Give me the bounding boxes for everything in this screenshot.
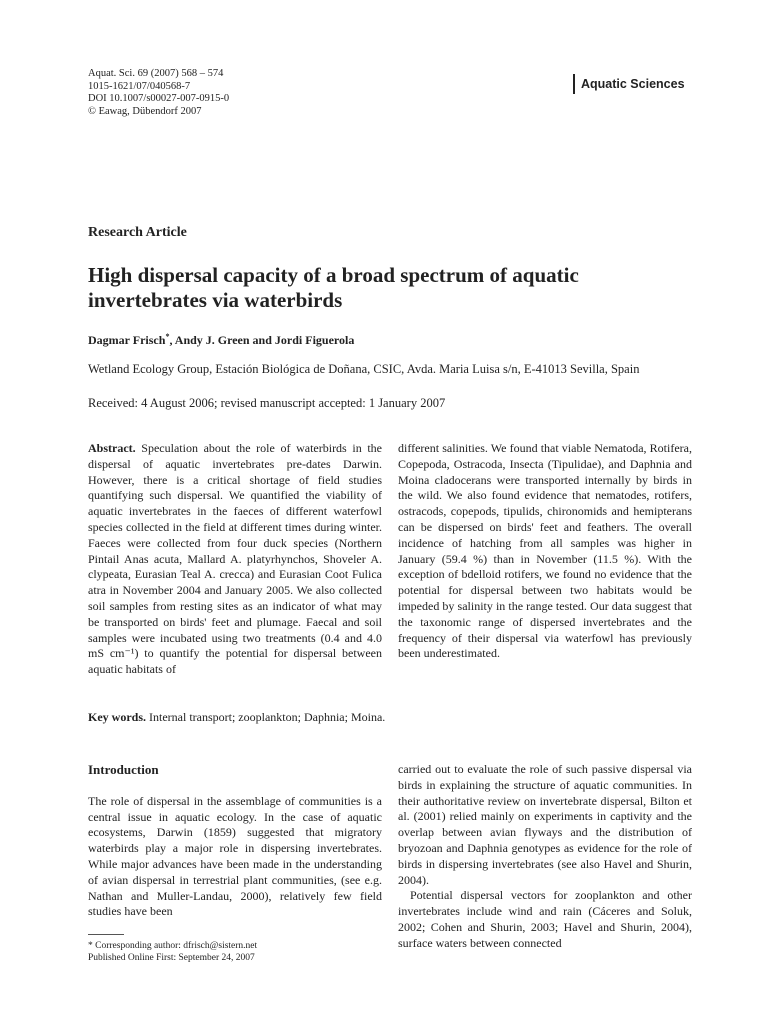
- keywords-text: Internal transport; zooplankton; Daphnia; Moina.: [146, 710, 386, 724]
- meta-line: 1015-1621/07/040568-7: [88, 80, 191, 92]
- article-type: Research Article: [88, 225, 187, 240]
- abstract-left-column: [88, 441, 382, 678]
- abstract-right-column: [398, 441, 692, 662]
- author-first: Dagmar Frisch: [88, 333, 166, 347]
- intro-paragraph: The role of dispersal in the assemblage of communities is a central issue in aquatic ecology. In the case of aquatic ecosystems, Darwin (1859) suggested that migratory waterbirds play a major role in dispersing invertebrates. While major advances have been made in the understanding of avian dispersal in terrestrial plant communities, (see e.g. Nathan and Muller-Landau, 2000), relatively few field studies have been: [88, 793, 382, 919]
- intro-paragraph: carried out to evaluate the role of such passive dispersal via birds in explaining the structure of aquatic communities. In their authoritative review on invertebrate dispersal, Bilton et al. (2001) relied mainly on experiments in captivity and the overlap between avian flyways and the distribution of bryozoan and Daphnia genotypes as evidence for the role of birds in dispersing invertebrates (see also Havel and Shurin, 2004).: [398, 762, 692, 887]
- author-rest: , Andy J. Green and Jordi Figuerola: [169, 333, 355, 347]
- meta-line: DOI 10.1007/s00027-007-0915-0: [88, 93, 230, 104]
- published-date: Published Online First: September 24, 2007: [88, 953, 255, 963]
- keywords: [88, 710, 385, 725]
- abstract-text-left: Speculation about the role of waterbirds in the dispersal of aquatic invertebrates pre-dates Darwin. However, there is a critical shortage of field studies quantifying such dispersal. We quantified the viability of aquatic invertebrates in the faeces of different waterfowl species collected in the field at different times during winter. Faeces were collected from four duck species (Northern Pintail Anas acuta, Mallard A. platyrhynchos, Shoveler A. clypeata, Eurasian Teal A. crecca) and Eurasian Coot Fulica atra in November 2004 and January 2005. We also collected soil samples from resting sites as an indicator of what may be transported on birds' feet and plumage. Faecal and soil samples were incubated using two treatments (0.4 and 4.0 mS cm⁻¹) to quantify the potential for dispersal between aquatic habitats of: [88, 441, 382, 677]
- received-dates: Received: 4 August 2006; revised manuscript accepted: 1 January 2007: [88, 396, 446, 410]
- footnote-rule: [88, 934, 124, 935]
- intro-left-column: [88, 762, 382, 920]
- meta-line: Aquat. Sci. 69 (2007) 568 – 574: [88, 68, 224, 79]
- affiliation: Wetland Ecology Group, Estación Biológica de Doñana, CSIC, Avda. Maria Luisa s/n, E-41013 Sevilla, Spain: [88, 362, 640, 376]
- citation-meta: [88, 68, 229, 118]
- journal-name: Aquatic Sciences: [573, 74, 685, 94]
- section-heading: Introduction: [88, 762, 159, 777]
- keywords-label: Key words.: [88, 710, 146, 724]
- authors: [88, 332, 354, 348]
- intro-right-column: [398, 762, 692, 952]
- abstract-text-right: different salinities. We found that viable Nematoda, Rotifera, Copepoda, Ostracoda, Insecta (Tipulidae), and Daphnia and Moina cladocerans were transported internally by birds in the wild. We also found evidence that nematodes, rotifers, ostracods, copepods, tipulids, chironomids and hemipterans can be dispersed on birds' feet and feathers. The overall incidence of hatching from all samples was higher in January (59.4 %) than in November (11.5 %). With the exception of bdelloid rotifers, we found no evidence that the potential for dispersal between two habitats would be impeded by salinity in the range tested. Our data suggest that the taxonomic range of dispersed invertebrates and the frequency of their dispersal via waterfowl has previously been underestimated.: [398, 441, 692, 661]
- abstract-label: Abstract.: [88, 441, 136, 455]
- intro-paragraph: Potential dispersal vectors for zooplankton and other invertebrates include wind and rain (Cáceres and Soluk, 2002; Cohen and Shurin, 2003; Havel and Shurin, 2004), surface waters between connected: [398, 888, 692, 950]
- corresponding-mark: *: [165, 332, 170, 341]
- corresponding-author: * Corresponding author: dfrisch@sistern.net: [88, 941, 258, 951]
- meta-line: © Eawag, Dübendorf 2007: [88, 105, 202, 117]
- footnote: [88, 940, 257, 964]
- paper-title: High dispersal capacity of a broad spectrum of aquatic invertebrates via waterbirds: [88, 263, 579, 312]
